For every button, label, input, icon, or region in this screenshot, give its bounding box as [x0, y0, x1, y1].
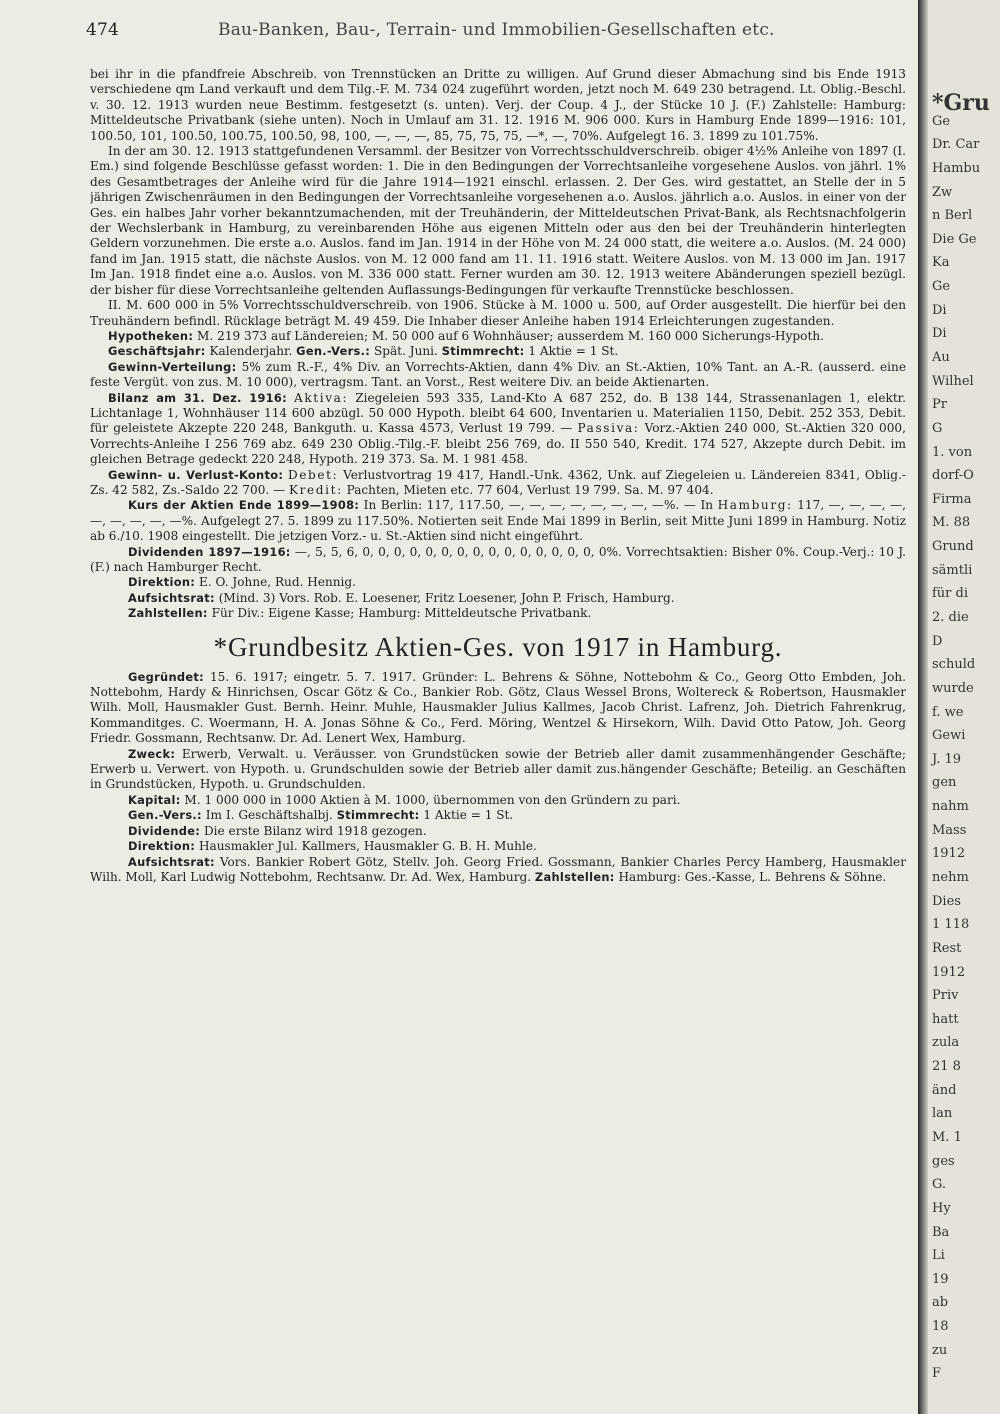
edge-fragment: Li — [932, 1248, 945, 1264]
edge-fragment: F — [932, 1366, 942, 1382]
edge-fragment: lan — [932, 1106, 953, 1122]
gegruendet-label: Gegründet: — [128, 669, 204, 684]
edge-fragment: nehm — [932, 870, 969, 885]
edge-fragment: G. — [932, 1177, 947, 1193]
gegruendet-text: 15. 6. 1917; eingetr. 5. 7. 1917. Gründer: L. Behrens & Söhne, Nottebohm & Co., Georg Otto Embden, Joh. Nottebohm, Hardy & Hinrichsen, Oscar Götz & Co., Bankier Rob. Götz, Claus Wessel Brons, Woltereck & Robertson, Hausmakler Wilh. Moll, Hausmakler Gust. Bernh. Heinr. Muhle, Hausmakler Julius Kallmes, Jacob Christ. Lafrenz, Joh. Dietrich Fahrenkrug, Kommanditges. C. Woermann, H. A. Jonas Söhne & Co., Ferd. Möring, Wentzel & Hirsekorn, Wilh. David Otto Patow, Joh. Georg Friedr. Gossmann, Rechtsanw. Dr. Ad. Lenert Wex, Hamburg. — [90, 669, 906, 746]
dividenden-label: Dividenden 1897—1916: — [128, 544, 291, 559]
edge-fragment: Rest — [932, 940, 962, 956]
kurs-entry — [90, 498, 906, 544]
edge-fragment: f. we — [932, 704, 964, 720]
genvers-text: Spät. Juni. — [373, 344, 438, 359]
edge-fragment: zula — [932, 1035, 960, 1051]
aufsichtsrat-label: Aufsichtsrat: — [128, 590, 215, 605]
dividenden-text: —, 5, 5, 6, 0, 0, 0, 0, 0, 0, 0, 0, 0, 0, 0, 0, 0, 0, 0, 0%. Vorrechtsaktien: Bisher 0%. Coup.-Verj.: 10 J. (F.) nach Hamburger Recht. — [90, 544, 906, 574]
kapital-entry — [90, 793, 906, 808]
edge-fragment: Die Ge — [932, 231, 977, 247]
edge-fragment: G — [932, 420, 943, 436]
company-direktion-text: Hausmakler Jul. Kallmers, Hausmakler G. B. H. Muhle. — [198, 839, 537, 854]
running-title: Bau-Banken, Bau-, Terrain- und Immobilien-Gesellschaften etc. — [218, 20, 775, 40]
stimmrecht-text: 1 Aktie = 1 St. — [528, 344, 619, 359]
aufsichtsrat-entry — [90, 591, 906, 606]
guv-kredit-text: Pachten, Mieten etc. 77 604, Verlust 19 799. Sa. M. 97 404. — [346, 482, 714, 497]
page-number: 474 — [86, 20, 120, 40]
edge-fragment: Di — [932, 326, 947, 342]
edge-fragment: gen — [932, 775, 957, 791]
bilanz-aktiva-text: Ziegeleien 593 335, Land-Kto A 687 252, do. B 138 144, Strassenanlagen 1, elektr. Lichtanlage 1, Wohnhäuser 114 600 abzügl. 50 000 Hypoth. bleibt 64 600, Inventarien u. Materialien 1150, Debit. 252 353, Debit. für geleistete Akzepte 220 248, Bankguth. u. Kassa 4573, Verlust 19 799. — — [90, 390, 906, 436]
edge-fragment: 1. von — [932, 444, 973, 460]
company-aufsichtsrat-label: Aufsichtsrat: — [128, 854, 215, 869]
edge-fragment: M. 88 — [932, 515, 971, 531]
gegruendet-entry — [90, 670, 906, 747]
guv-entry — [90, 468, 906, 499]
kurs-hamburg-text: 117, —, —, —, —, —, —, —, —, —%. Aufgelegt 27. 5. 1899 zu 117.50%. Notierten seit Ende Mai 1899 in Berlin, seit Mitte Juni 1899 in Hamburg. Notiz ab 6./10. 1908 eingestellt. Die jetzigen Vorz.- u. St.-Aktien sind nicht eingeführt. — [90, 498, 906, 544]
passiva-label: Passiva: — [577, 421, 640, 436]
company-direktion-entry — [90, 839, 906, 854]
kurs-label: Kurs der Aktien Ende 1899—1908: — [128, 498, 360, 513]
edge-fragment: dorf-O — [932, 468, 974, 484]
company-genvers-label: Gen.-Vers.: — [128, 808, 202, 823]
edge-fragment: D — [932, 633, 943, 649]
edge-fragment: Ka — [932, 255, 950, 271]
debet-label: Debet: — [288, 467, 339, 482]
gewinnverteilung-label: Gewinn-Verteilung: — [108, 359, 237, 374]
edge-fragment: Di — [932, 302, 947, 318]
kapital-label: Kapital: — [128, 792, 181, 807]
geschaeftsjahr-label: Geschäftsjahr: — [108, 344, 206, 359]
dividende-text: Die erste Bilanz wird 1918 gezogen. — [203, 823, 427, 838]
prev-paragraph-2: In der am 30. 12. 1913 stattgefundenen Versamml. der Besitzer von Vorrechtsschuldverschreib. obiger 4½% Anleihe von 1897 (I. Em.) sind folgende Beschlüsse gefasst worden: 1. Die in den Bedingungen der Vorrechtsanleihe vorgesehene Auslos. von jährl. 1% des Gesamtbetrages der Anleihe wird für die Jahre 1914—1921 einschl. erlassen. 2. Der Ges. wird gestattet, an Stelle der in 5 jährigen Zwischenräumen in den Bedingungen der Vorrechtsanleihe vorgesehenen a.o. Auslos. jährlich a.o. Auslos. in einer von der Ges. ein halbes Jahr vorher bekanntzumachenden, mit der Treuhänderin, der Mitteldeutschen Privat-Bank, als Rechtsnachfolgerin der Wechslerbank in Hamburg, zu vereinbarenden Höhe aus eigenen Mitteln oder aus den bei der Treuhänderin hinterlegten Geldern vorzunehmen. Die erste a.o. Auslos. fand im Jan. 1914 in der Höhe von M. 24 000 statt, die weitere a.o. Auslos. (M. 24 000) fand im Jan. 1915 statt, die nächste Auslos. von M. 12 000 fand am 11. 11. 1916 statt. Weitere Auslos. von M. 13 000 im Jan. 1917 Im Jan. 1918 findet eine a.o. Auslos. von M. 336 000 statt. Ferner wurden am 30. 12. 1913 weitere Abänderungen speziell bezügl. der bisher für diese Vorrechtsanleihe geltenden Auflassungs-Bedingungen für verkaufte Trennstücke beschlossen. — [90, 144, 906, 297]
page-header — [86, 20, 906, 46]
edge-fragment: n Berl — [932, 208, 973, 224]
edge-fragment: änd — [932, 1082, 957, 1098]
edge-fragment: Ge — [932, 113, 951, 129]
gewinnverteilung-text: 5% zum R.-F., 4% Div. an Vorrechts-Aktien, dann 4% Div. an St.-Aktien, 10% Tant. an A.-R. (ausserd. eine feste Vergüt. von zus. M. 10 000), vertragsm. Tant. an Vorst., Rest weitere Div. an beide Aktienarten. — [90, 359, 906, 390]
edge-fragment: Au — [932, 350, 950, 365]
edge-fragment: wurde — [932, 680, 974, 696]
edge-fragment: 1912 — [932, 846, 966, 862]
edge-fragment: 21 8 — [932, 1059, 961, 1075]
edge-fragment: ab — [932, 1295, 949, 1311]
hypotheken-label: Hypotheken: — [108, 328, 194, 343]
bilanz-passiva-text: Vorz.-Aktien 240 000, St.-Aktien 320 000, Vorrechts-Anleihe I 256 769 abz. 649 230 Oblig.-Tilg.-F. bleibt 256 769, do. II 550 540, Kredit. 174 527, Akzepte durch Debit. im gleichen Betrage gedeckt 220 248, Hypoth. 219 373. Sa. M. 1 981 458. — [90, 421, 906, 467]
dividende-entry — [90, 824, 906, 839]
prev-paragraph-1: bei ihr in die pfandfreie Abschreib. von Trennstücken an Dritte zu willigen. Auf Grund dieser Abmachung sind bis Ende 1913 verschiedene qm Land verkauft und dem Tilg.-F. M. 734 024 zugeführt worden, jetzt noch M. 649 230 betragend. Lt. Oblig.-Beschl. v. 30. 12. 1913 wurden neue Bestimm. festgesetzt (s. unten). Verj. der Coup. 4 J., der Stücke 10 J. (F.) Zahlstelle: Hamburg: Mitteldeutsche Privatbank (siehe unten). Noch in Umlauf am 31. 12. 1916 M. 906 000. Kurs in Hamburg Ende 1899—1916: 101, 100.50, 101, 100.50, 100.75, 100.50, 98, 100, —, —, —, 85, 75, 75, 75, —*, —, 70%. Aufgelegt 16. 3. 1899 zu 101.75%. — [90, 67, 906, 143]
dividende-label: Dividende: — [128, 823, 201, 838]
edge-fragment: Pr — [932, 397, 947, 413]
zweck-entry — [90, 747, 906, 793]
kredit-label: Kredit: — [289, 482, 343, 497]
company-aufsichtsrat-entry — [90, 855, 906, 886]
zahlstellen-entry — [90, 606, 906, 621]
company-aufsichtsrat-text: Vors. Bankier Robert Götz, Stellv. Joh. Georg Fried. Gossmann, Bankier Charles Percy Hamberg, Hausmakler Wilh. Moll, Karl Ludwig Nottebohm, Rechtsanw. Dr. Ad. Wex, Hamburg. — [90, 854, 906, 884]
company-zahlstellen-text: Hamburg: Ges.-Kasse, L. Behrens & Söhne. — [618, 869, 887, 884]
hypotheken-text: M. 219 373 auf Ländereien; M. 50 000 auf 6 Wohnhäuser; ausserdem M. 160 000 Sicherungs-Hypoth. — [197, 328, 824, 343]
edge-fragment: ges — [932, 1153, 955, 1169]
bilanz-label: Bilanz am 31. Dez. 1916: — [108, 390, 287, 405]
zweck-text: Erwerb, Verwalt. u. Veräusser. von Grundstücken sowie der Betrieb aller damit zusammenhängender Geschäfte; Erwerb u. Verwert. von Hypoth. u. Grundschulden sowie der Betrieb aller damit zus.hängender Geschäfte; Beteilig. an Geschäften in Grundstücken, Hypoth. u. Grundschulden. — [90, 746, 906, 792]
zahlstellen-text: Für Div.: Eigene Kasse; Hamburg: Mitteldeutsche Privatbank. — [211, 606, 592, 621]
guv-debet-text: Verlustvortrag 19 417, Handl.-Unk. 4362, Unk. auf Ziegeleien u. Ländereien 8341, Oblig.-Zs. 42 582, Zs.-Saldo 22 700. — — [90, 467, 906, 497]
edge-fragment: Zw — [932, 184, 953, 200]
company-stimmrecht-label: Stimmrecht: — [336, 808, 420, 823]
direktion-text: E. O. Johne, Rud. Hennig. — [198, 575, 357, 590]
edge-fragment: Mass — [932, 822, 967, 838]
kurs-hamburg-label: Hamburg: — [717, 498, 793, 513]
dividenden-entry — [90, 545, 906, 576]
gewinnverteilung-entry — [90, 360, 906, 391]
edge-fragment: schuld — [932, 657, 976, 673]
edge-fragment: Ba — [932, 1224, 950, 1240]
aufsichtsrat-text: (Mind. 3) Vors. Rob. E. Loesener, Fritz Loesener, John P. Frisch, Hamburg. — [218, 590, 675, 605]
kurs-berlin-text: In Berlin: 117, 117.50, —, —, —, —, —, —, —, —%. — In — [363, 498, 714, 513]
edge-fragment: *Gru — [932, 90, 990, 116]
edge-fragment: Grund — [932, 539, 974, 555]
edge-fragment: Ge — [932, 279, 951, 295]
edge-fragment: Dr. Car — [932, 137, 980, 153]
edge-fragment: Wilhel — [932, 373, 974, 389]
edge-fragment: 2. die — [932, 610, 969, 625]
edge-fragment: 1 118 — [932, 917, 970, 933]
company-genvers-text: Im I. Geschäftshalbj. — [205, 808, 333, 823]
adjacent-page-edge — [918, 0, 1000, 1414]
company-direktion-label: Direktion: — [128, 839, 196, 854]
geschaeftsjahr-text: Kalenderjahr. — [209, 344, 293, 359]
edge-fragment: zu — [932, 1342, 948, 1358]
edge-fragment: Gewi — [932, 728, 966, 744]
zahlstellen-label: Zahlstellen: — [128, 606, 208, 621]
company-stimmrecht-text: 1 Aktie = 1 St. — [423, 808, 514, 823]
edge-fragment: sämtli — [932, 562, 973, 578]
edge-fragment: 1912 — [932, 964, 966, 980]
genvers-label: Gen.-Vers.: — [296, 344, 371, 359]
prev-paragraph-3: II. M. 600 000 in 5% Vorrechtsschuldverschreib. von 1906. Stücke à M. 1000 u. 500, auf Order ausgestellt. Die hierfür bei den Treuhändern befindl. Rücklage beträgt M. 49 459. Die Inhaber dieser Anleihe haben 1914 Erleichterungen zugestanden. — [90, 298, 906, 328]
edge-fragment: Hambu — [932, 160, 981, 176]
edge-fragment: Firma — [932, 491, 972, 507]
edge-fragment: M. 1 — [932, 1130, 962, 1145]
page-fold-shadow — [918, 0, 928, 1414]
aktiva-label: Aktiva: — [294, 390, 349, 405]
edge-fragment: Priv — [932, 988, 959, 1004]
company-zahlstellen-label: Zahlstellen: — [534, 869, 615, 884]
company-genvers-entry — [90, 808, 906, 823]
edge-fragment: Hy — [932, 1200, 951, 1216]
edge-fragment: 18 — [932, 1319, 949, 1335]
edge-fragment: J. 19 — [932, 751, 962, 767]
company-heading: *Grundbesitz Aktien-Ges. von 1917 in Hamburg. — [213, 631, 783, 662]
edge-fragment: für di — [932, 586, 969, 602]
kapital-text: M. 1 000 000 in 1000 Aktien à M. 1000, übernommen von den Gründern zu pari. — [184, 792, 681, 807]
zweck-label: Zweck: — [128, 746, 176, 761]
guv-label: Gewinn- u. Verlust-Konto: — [108, 467, 284, 482]
edge-fragment: Dies — [932, 893, 961, 909]
edge-fragment: hatt — [932, 1011, 959, 1027]
bilanz-entry — [90, 391, 906, 468]
edge-fragment: 19 — [932, 1271, 949, 1287]
stimmrecht-label: Stimmrecht: — [441, 344, 525, 359]
text-column — [90, 67, 906, 1397]
direktion-label: Direktion: — [128, 575, 196, 590]
direktion-entry — [90, 575, 906, 590]
geschaeftsjahr-entry — [90, 344, 906, 359]
edge-fragment: nahm — [932, 799, 969, 815]
hypotheken-entry — [90, 329, 906, 344]
